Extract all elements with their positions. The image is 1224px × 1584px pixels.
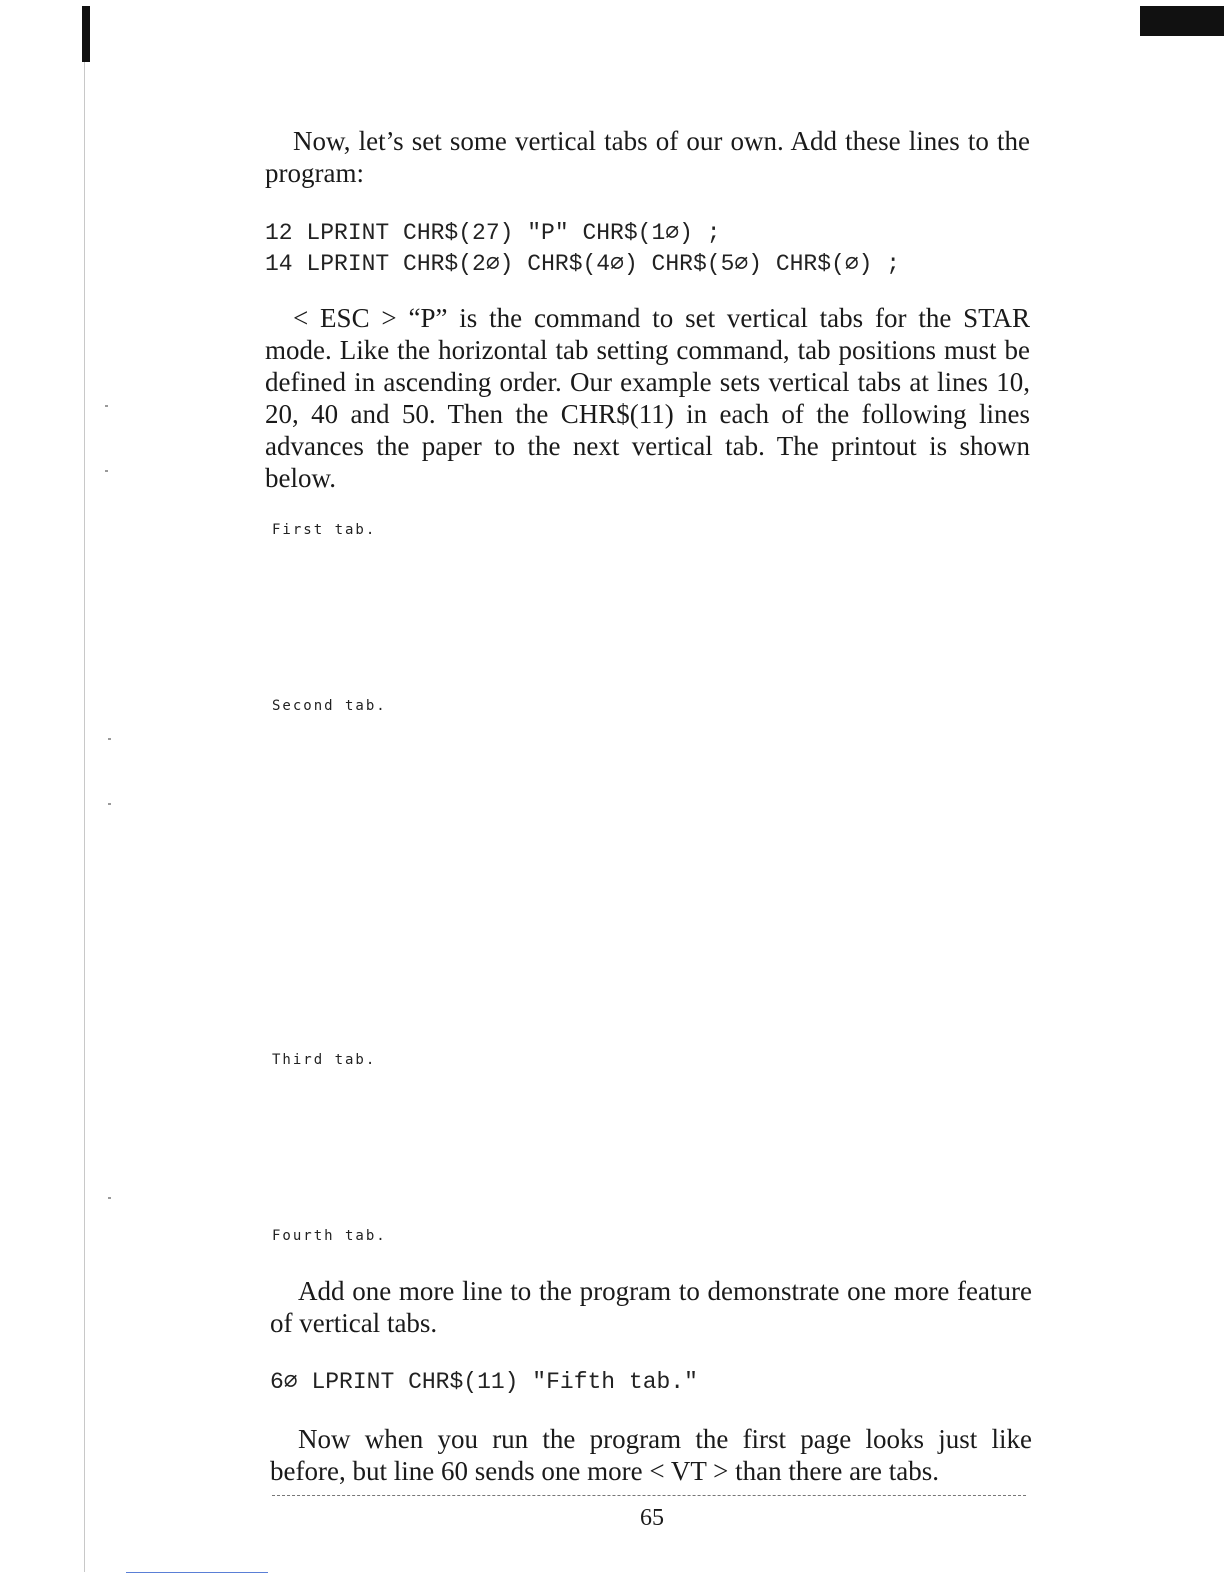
scan-speck: [108, 738, 111, 740]
scan-speck: [108, 803, 111, 805]
intro-paragraph: Now, let’s set some vertical tabs of our own. Add these lines to the program:: [265, 126, 1030, 188]
code-line-60: 6∅ LPRINT CHR$(11) "Fifth tab.": [270, 1369, 698, 1395]
closing-paragraph: Now when you run the program the first page looks just like before, but line 60 sends one more < VT > than there are tabs.: [270, 1424, 1032, 1486]
scan-speck: [105, 470, 108, 472]
code-line-12: 12 LPRINT CHR$(27) "P" CHR$(1∅) ;: [265, 220, 721, 246]
printout-fourth-tab: Fourth tab.: [272, 1228, 387, 1244]
printout-second-tab: Second tab.: [272, 698, 387, 714]
footer-rule: [272, 1495, 1026, 1496]
explanation-paragraph: < ESC > “P” is the command to set vertical tabs for the STAR mode. Like the horizontal tab setting command, tab positions must be defined in ascending order. Our example sets vertical tabs at lines 10, 20, 40 and 50. Then the CHR$(11) in each of the following lines advances the paper to the next vertical tab. The printout is shown below.: [265, 303, 1030, 493]
scan-edge-line-left: [84, 62, 85, 1572]
scan-speck: [108, 1197, 111, 1199]
scan-bottom-rule: [126, 1572, 268, 1573]
code-line-14: 14 LPRINT CHR$(2∅) CHR$(4∅) CHR$(5∅) CHR$(∅) ;: [265, 251, 901, 277]
page-number: 65: [640, 1505, 664, 1531]
printout-first-tab: First tab.: [272, 522, 377, 538]
scan-edge-mark-left: [82, 6, 90, 62]
add-line-paragraph: Add one more line to the program to demonstrate one more feature of vertical tabs.: [270, 1276, 1032, 1338]
scan-edge-mark-right: [1140, 6, 1224, 36]
scan-speck: [105, 405, 108, 407]
printout-third-tab: Third tab.: [272, 1052, 377, 1068]
